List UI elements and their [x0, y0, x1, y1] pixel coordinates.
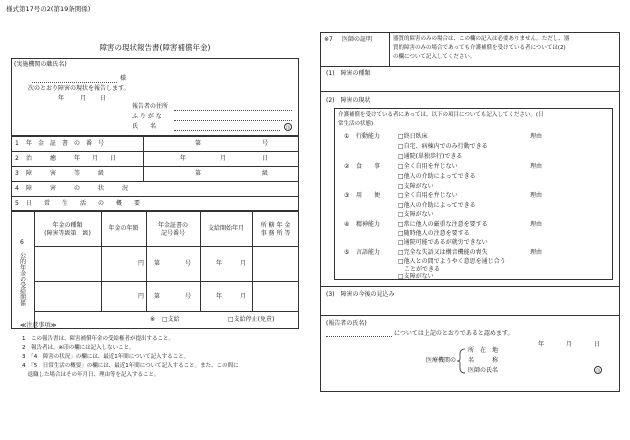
item-5-reason: 理由 — [530, 249, 543, 256]
section-2-title: (2) 障害の現状 — [326, 97, 371, 104]
item-3-opt-2[interactable]: □他人の介助によってできる — [398, 202, 476, 209]
note-4: 4 「5 日常生活の概要」の欄には、最近1年間について記入すること。また、この間に — [22, 363, 239, 369]
item-1-opt-1[interactable]: □終日臥床 — [398, 133, 428, 140]
col-start-month: 支給開始年月 — [207, 225, 244, 232]
furigana-label: ふ り が な — [132, 113, 162, 120]
item-2-opt-2[interactable]: □他人の介助によってできる — [398, 173, 476, 180]
item-4-reason: 理由 — [530, 221, 543, 228]
item-3-label: 用 便 — [356, 192, 381, 199]
note-3: 3 「4 障害の状況」の欄には、最近1年間について記入すること。 — [22, 354, 190, 360]
section-6-label: 公的年金の受給関係 — [18, 252, 26, 306]
furigana-field[interactable] — [174, 114, 292, 121]
section-1-title: (1) 障害の種類 — [326, 70, 371, 77]
item-5-opt-2b: ことができる — [398, 266, 441, 273]
reporter-name-field[interactable] — [326, 330, 392, 337]
item-4-opt-1[interactable]: □常に他人の厳重な注意を要する — [398, 221, 488, 228]
row1-dai: 第 — [154, 260, 161, 267]
item-4-label: 精神能力 — [356, 221, 381, 228]
col-annual-amount: 年金の年額 — [108, 225, 139, 232]
item-2-reason: 理由 — [530, 163, 543, 170]
col-pension-type: 年金の種類 (障害等級第 級) — [44, 222, 91, 237]
row2-dai: 第 — [154, 293, 161, 300]
item-3-no: ③ — [344, 192, 350, 199]
notes-title: ≪注意事項≫ — [20, 322, 57, 329]
item-3-reason: 理由 — [530, 192, 543, 199]
doctor-confirm: については上記のとおりであると認めます。 — [394, 330, 514, 337]
mark-7: ※7 — [324, 36, 333, 43]
name-label: 氏 名 — [132, 123, 157, 130]
row2-go: 号 — [185, 293, 192, 300]
item-4-opt-3[interactable]: □通院可能であるが就労できない — [398, 239, 488, 246]
form-number: 様式第17号の2(第19条関係) — [6, 5, 91, 13]
report-date-day: 日 — [100, 95, 107, 102]
item-5-no: ⑤ — [344, 249, 350, 256]
row-3-label: 障 害 等 級 — [26, 170, 105, 177]
item-1-reason: 理由 — [530, 133, 543, 140]
item-2-no: ② — [344, 163, 350, 170]
item-2-label: 食 事 — [356, 163, 381, 170]
row1-go: 号 — [185, 260, 192, 267]
row-1-dai: 第 — [195, 140, 202, 147]
item-3-opt-3[interactable]: □支障がない — [398, 211, 434, 218]
reporter-address-field[interactable] — [174, 104, 292, 111]
item-4-no: ④ — [344, 221, 350, 228]
confirm-month: 月 — [566, 341, 573, 348]
doctor-text-2: 質的障害のみの場合であっても介護補償を受けている者については(2) — [393, 45, 566, 51]
section-6-no: 6 — [20, 239, 24, 246]
stop-checkbox[interactable]: □支給停止(免責) — [228, 316, 275, 323]
row2-nen: 年 — [216, 293, 223, 300]
care-text-2: 常生活の状態) — [338, 121, 374, 127]
row-5-no: 5 — [15, 200, 19, 207]
row1-tsuki: 月 — [240, 260, 247, 267]
doctor-text-3: の欄について記入してください。 — [393, 54, 476, 60]
inst-doctor-label: 医師の氏名 — [468, 367, 499, 374]
row-1-go: 号 — [262, 140, 269, 147]
doctor-text-1: 器質的障害のみの場合は、この欄の記入は必要ありません。ただし、器 — [393, 36, 570, 42]
report-date-month: 月 — [80, 95, 87, 102]
item-1-opt-3[interactable]: □通院(単独歩行)できる — [398, 153, 463, 160]
care-text-1: 介護補償を受けている者にあっては、以下の項目についても記入してください。(日 — [338, 112, 544, 118]
col-pension-office: 所 轄 年 金 事 務 所 等 — [260, 222, 291, 237]
row-4-label: 障 害 の 状 況 — [26, 185, 129, 192]
row1-yen: 円 — [138, 260, 145, 267]
confirm-day: 日 — [594, 341, 601, 348]
item-2-opt-1[interactable]: □全く自用を弁じない — [398, 163, 458, 170]
employer-field[interactable] — [32, 76, 117, 83]
doctor-seal-icon: 印 — [596, 368, 600, 373]
item-3-opt-1[interactable]: □全く自用を弁じない — [398, 192, 458, 199]
note-1: 1 この報告書は、障害補償年金の受給権者が提出すること。 — [22, 336, 175, 342]
inst-name-label: 名 称 — [468, 357, 499, 364]
reporter-address-label: 報告者の住所 — [132, 103, 169, 110]
note-mark: ※ — [150, 316, 156, 323]
pay-checkbox[interactable]: □支給 — [162, 316, 180, 323]
row-2-label: 治 癒 年 月 日 — [26, 155, 117, 162]
page-title: 障害の現状報告書(障害補償年金) — [99, 43, 211, 52]
item-3-opt-0[interactable]: □支障がない — [398, 183, 434, 190]
row1-nen: 年 — [216, 260, 223, 267]
row-1-no: 1 — [15, 140, 19, 147]
col-certificate-no: 年金証書の 記号番号 — [157, 222, 188, 237]
sama-label: 様 — [120, 75, 127, 82]
name-field[interactable] — [174, 124, 280, 131]
report-date-year: 年 — [58, 95, 65, 102]
item-1-no: ① — [344, 133, 350, 140]
note-4-cont: 退職した場合はその年月日、理由等を記入すること。 — [22, 372, 160, 378]
item-4-opt-2[interactable]: □随時他人の注意を要する — [398, 230, 470, 237]
row-1-label: 年 金 証 書 の 番 号 — [26, 140, 105, 147]
row2-yen: 円 — [138, 293, 145, 300]
item-5-opt-3[interactable]: □支障がない — [398, 273, 434, 280]
reporter-name-label: (報告者の氏名) — [326, 320, 367, 327]
item-1-label: 行動能力 — [356, 133, 381, 140]
row-2-day: 日 — [262, 155, 269, 162]
row-4-no: 4 — [15, 185, 19, 192]
row-3-kyu: 級 — [262, 170, 269, 177]
inst-address-label: 所 在 地 — [468, 347, 499, 354]
confirm-year: 年 — [538, 341, 545, 348]
section-3-title: (3) 障害の今後の見込み — [326, 291, 395, 298]
institution-label: 医療機関の — [426, 357, 457, 364]
doctor-cert-label: 医師の証明 — [342, 36, 373, 43]
employer-label: (実施機関の職氏名) — [14, 61, 67, 68]
row-2-month: 月 — [220, 155, 227, 162]
row-2-no: 2 — [15, 155, 19, 162]
item-5-opt-1[interactable]: □完全な失語又は構音機能の喪失 — [398, 249, 488, 256]
row-3-dai: 第 — [195, 170, 202, 177]
item-5-opt-2[interactable]: □他人との間でようやく意思を通じ合う — [398, 258, 506, 265]
row-5-label: 日 常 生 活 の 概 要 — [26, 200, 141, 207]
seal-icon: 印 — [286, 125, 290, 130]
item-5-label: 言語能力 — [356, 249, 381, 256]
row-3-no: 3 — [15, 170, 19, 177]
report-statement: 次のとおり障害の現状を報告します。 — [28, 85, 130, 92]
item-1-opt-2[interactable]: □自宅、病棟内でのみ行動できる — [398, 143, 488, 150]
note-2: 2 報告者は、※印の欄には記入しないこと。 — [22, 345, 135, 351]
row-2-year: 年 — [180, 155, 187, 162]
row2-tsuki: 月 — [240, 293, 247, 300]
brace-icon — [456, 348, 466, 374]
